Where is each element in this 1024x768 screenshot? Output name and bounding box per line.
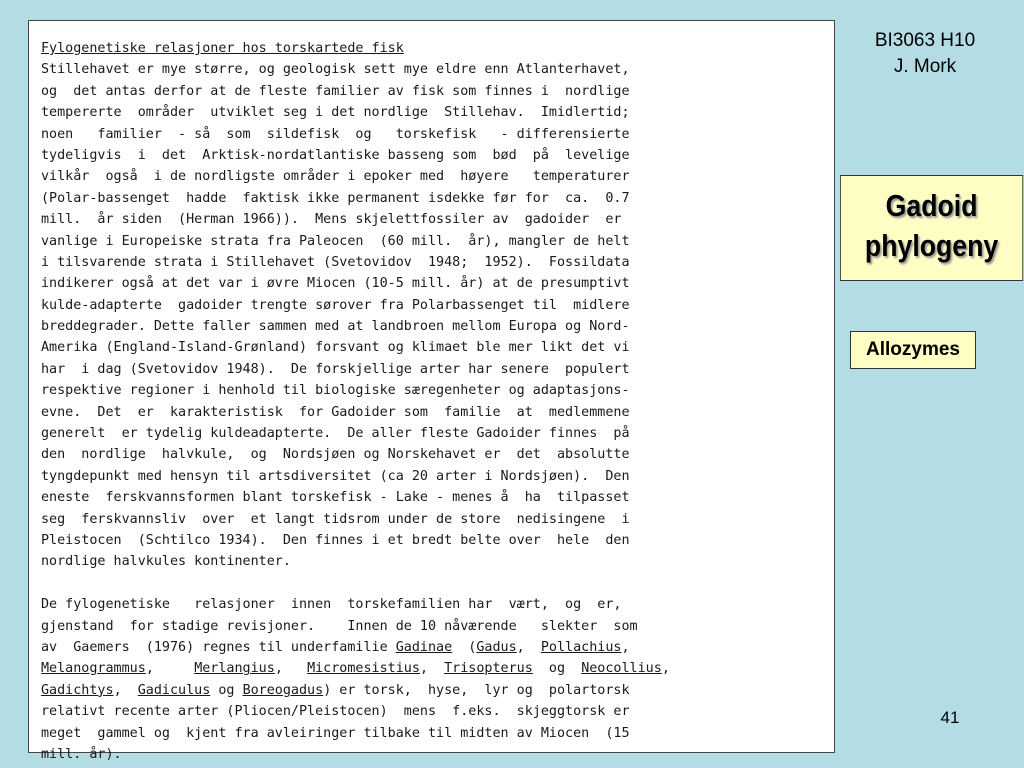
slide-title-line-2: phylogeny [864, 228, 999, 263]
course-author: J. Mork [893, 56, 957, 77]
genus-melanogrammus: Melanogrammus [41, 661, 146, 677]
paragraph-1-line: tempererte områder utviklet seg i det nordlige Stillehav. Imidlertid; [41, 105, 630, 121]
course-code: BI3063 H10 [874, 30, 976, 51]
paragraph-2-line-8: mill. år). [41, 746, 122, 762]
paragraph-1-line: kulde-adapterte gadoider trengte sørover fra Polarbassenget til midlere [41, 297, 630, 313]
slide-title [840, 175, 1023, 281]
subfamily-gadinae: Gadinae [395, 639, 453, 655]
paragraph-2-line-2: gjenstand for stadige revisjoner. Innen de 10 nåværende slekter som [41, 618, 638, 634]
paragraph-1-line: respektive regioner i henhold til biologiske særegenheter og adaptasjons- [41, 383, 630, 399]
genus-gadus: Gadus [476, 639, 517, 655]
paragraph-2-line-3: av Gaemers (1976) regnes til underfamilie Gadinae (Gadus, Pollachius, [41, 639, 630, 655]
paragraph-1-line: Amerika (England-Island-Grønland) forsvant og klimaet ble mer likt det vi [41, 340, 630, 356]
genus-pollachius: Pollachius [540, 639, 622, 655]
page-number: 41 [940, 708, 960, 727]
genus-boreogadus: Boreogadus [242, 682, 324, 698]
paragraph-1-line: og det antas derfor at de fleste familier av fisk som finnes i nordlige [41, 83, 630, 99]
paragraph-1-line: seg ferskvannsliv over et langt tidsrom under de store nedisingene i [41, 511, 630, 527]
slide-title-line-1: Gadoid [885, 188, 978, 223]
paragraph-2-line-6: relativt recente arter (Pliocen/Pleistocen) mens f.eks. skjeggtorsk er [41, 704, 630, 720]
document-text [41, 38, 831, 765]
paragraph-1-line: den nordlige halvkule, og Nordsjøen og Norskehavet er det absolutte [41, 447, 630, 463]
paragraph-1-line: eneste ferskvannsformen blant torskefisk - Lake - menes å ha tilpasset [41, 490, 630, 506]
genus-gadichtys: Gadichtys [41, 682, 114, 698]
document-heading: Fylogenetiske relasjoner hos torskartede fisk [41, 41, 404, 56]
paragraph-1-line: mill. år siden (Herman 1966)). Mens skjelettfossiler av gadoider er [41, 212, 622, 228]
paragraph-1-line: nordlige halvkules kontinenter. [41, 554, 291, 570]
paragraph-1-line: Pleistocen (Schtilco 1934). Den finnes i et bredt belte over hele den [41, 532, 630, 548]
paragraph-1-line: vanlige i Europeiske strata fra Paleocen (60 mill. år), mangler de helt [41, 233, 630, 249]
paragraph-1-line: noen familier - så som sildefisk og torskefisk - differensierte [41, 126, 630, 142]
scanned-document-page [28, 20, 835, 762]
paragraph-1-line: tydeligvis i det Arktisk-nordatlantiske basseng som bød på levelige [41, 147, 630, 163]
course-info [850, 28, 1000, 80]
paragraph-2-line-4: Melanogrammus, Merlangius, Micromesistius, Trisopterus og Neocollius, [41, 661, 670, 677]
paragraph-1-line: indikerer også at det var i øvre Miocen (10-5 mill. år) at de presumptivt [41, 276, 630, 292]
paragraph-1-line: har i dag (Svetovidov 1948). De forskjellige arter har senere populert [41, 361, 630, 377]
paragraph-2-line-1: De fylogenetiske relasjoner innen torskefamilien har vært, og er, [41, 597, 622, 613]
paragraph-1-line: tyngdepunkt med hensyn til artsdiversitet (ca 20 arter i Nordsjøen). Den [41, 468, 630, 484]
genus-merlangius: Merlangius [194, 661, 275, 677]
paragraph-1-line: (Polar-bassenget hadde faktisk ikke permanent isdekke før for ca. 0.7 [41, 190, 630, 206]
paragraph-1-line: Stillehavet er mye større, og geologisk sett mye eldre enn Atlanterhavet, [41, 62, 630, 78]
genus-gadiculus: Gadiculus [137, 682, 211, 698]
allozymes-label: Allozymes [850, 331, 976, 369]
paragraph-1-line: vilkår også i de nordligste områder i epoker med høyere temperaturer [41, 169, 630, 185]
paragraph-1 [41, 59, 831, 572]
paragraph-1-line: generelt er tydelig kuldeadapterte. De aller fleste Gadoider finnes på [41, 426, 630, 442]
paragraph-1-line: evne. Det er karakteristisk for Gadoider som familie at medlemmene [41, 404, 630, 420]
paragraph-1-line: breddegrader. Dette faller sammen med at landbroen mellom Europa og Nord- [41, 319, 630, 335]
paragraph-1-line: i tilsvarende strata i Stillehavet (Svetovidov 1948; 1952). Fossildata [41, 254, 630, 270]
genus-trisopterus: Trisopterus [444, 661, 533, 677]
paragraph-2-line-7: meget gammel og kjent fra avleiringer tilbake til midten av Miocen (15 [41, 725, 630, 741]
genus-micromesistius: Micromesistius [307, 661, 420, 677]
paragraph-2-line-5: Gadichtys, Gadiculus og Boreogadus) er torsk, hyse, lyr og polartorsk [41, 682, 630, 698]
genus-neocollius: Neocollius [581, 661, 662, 677]
